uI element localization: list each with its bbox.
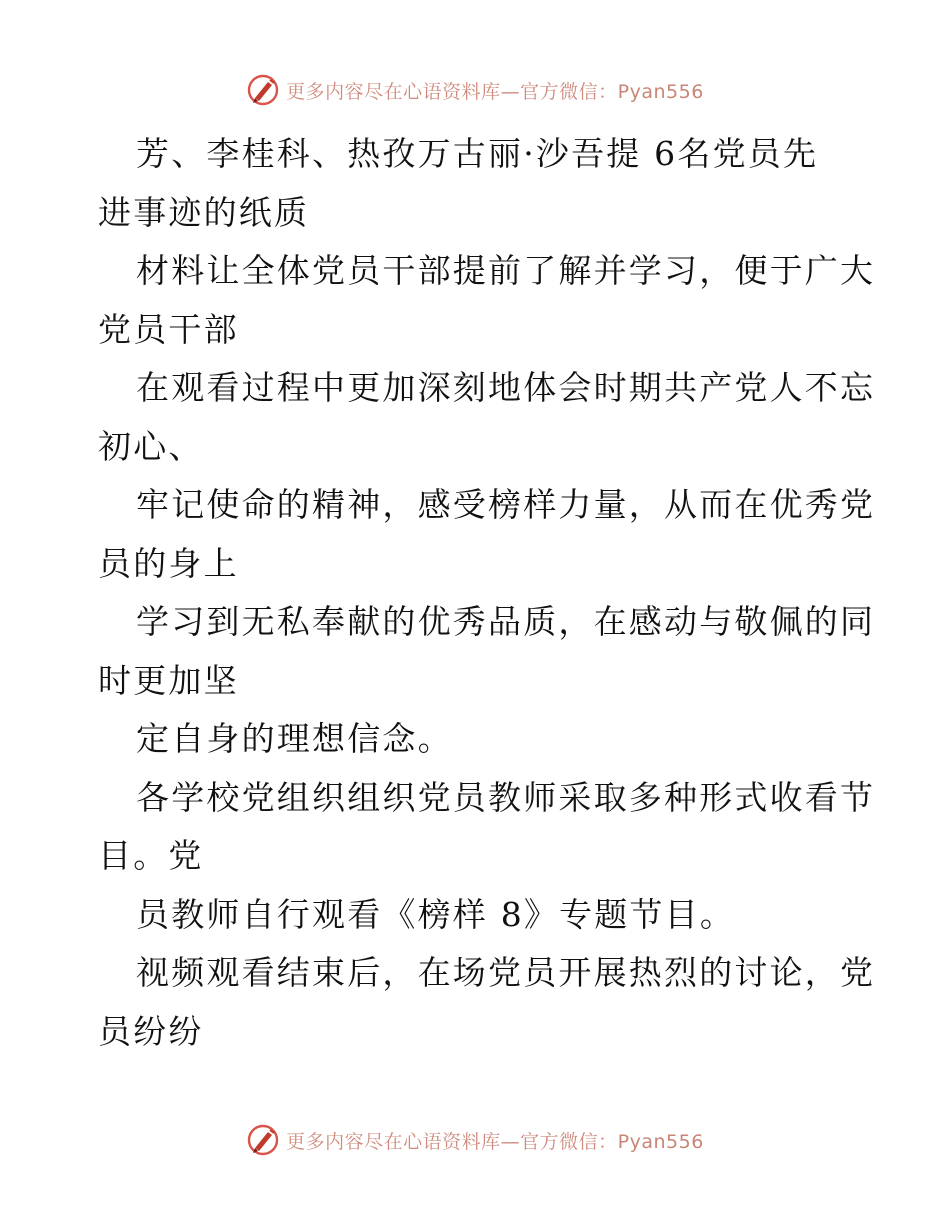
paragraph	[98, 125, 858, 242]
paragraph-line: 芳、李桂科、热孜万古丽·沙吾提 6名党员先	[136, 134, 819, 173]
header-watermark	[0, 72, 950, 108]
watermark-text: 更多内容尽在心语资料库—官方微信：Pyan556	[286, 1130, 704, 1153]
paragraph-line: 员教师自行观看《榜样 8》专题节目。	[136, 894, 736, 934]
paragraph-line: 进事迹的纸质	[98, 192, 310, 232]
paragraph-line: 在观看过程中更加深刻地体会时期共产党人不忘	[136, 368, 876, 407]
paragraph-line: 目。党	[98, 836, 204, 875]
pen-logo-icon	[246, 1123, 280, 1157]
paragraph-line: 视频观看结束后，在场党员开展热烈的讨论，党	[136, 953, 876, 992]
paragraph-line: 定自身的理想信念。	[136, 719, 453, 758]
footer-watermark	[0, 1122, 950, 1158]
paragraph-line: 牢记使命的精神，感受榜样力量，从而在优秀党	[136, 485, 876, 524]
pen-logo-icon	[246, 73, 280, 107]
paragraph-line: 各学校党组织组织党员教师采取多种形式收看节	[136, 777, 876, 817]
paragraph	[98, 593, 876, 710]
paragraph-line: 党员干部	[98, 309, 239, 349]
paragraph	[98, 710, 858, 769]
paragraph	[98, 476, 876, 593]
watermark-text: 更多内容尽在心语资料库—官方微信：Pyan556	[286, 80, 704, 103]
document-body	[98, 125, 876, 1061]
paragraph	[98, 886, 858, 945]
paragraph	[98, 242, 876, 359]
paragraph-line: 学习到无私奉献的优秀品质，在感动与敬佩的同	[136, 602, 876, 641]
paragraph-line: 初心、	[98, 426, 204, 466]
paragraph	[98, 359, 876, 476]
paragraph	[98, 769, 876, 886]
paragraph-line: 员的身上	[98, 543, 239, 583]
paragraph-line: 材料让全体党员干部提前了解并学习，便于广大	[136, 251, 876, 290]
paragraph-line: 员纷纷	[98, 1011, 204, 1051]
paragraph-line: 时更加坚	[98, 660, 239, 700]
paragraph	[98, 944, 876, 1061]
